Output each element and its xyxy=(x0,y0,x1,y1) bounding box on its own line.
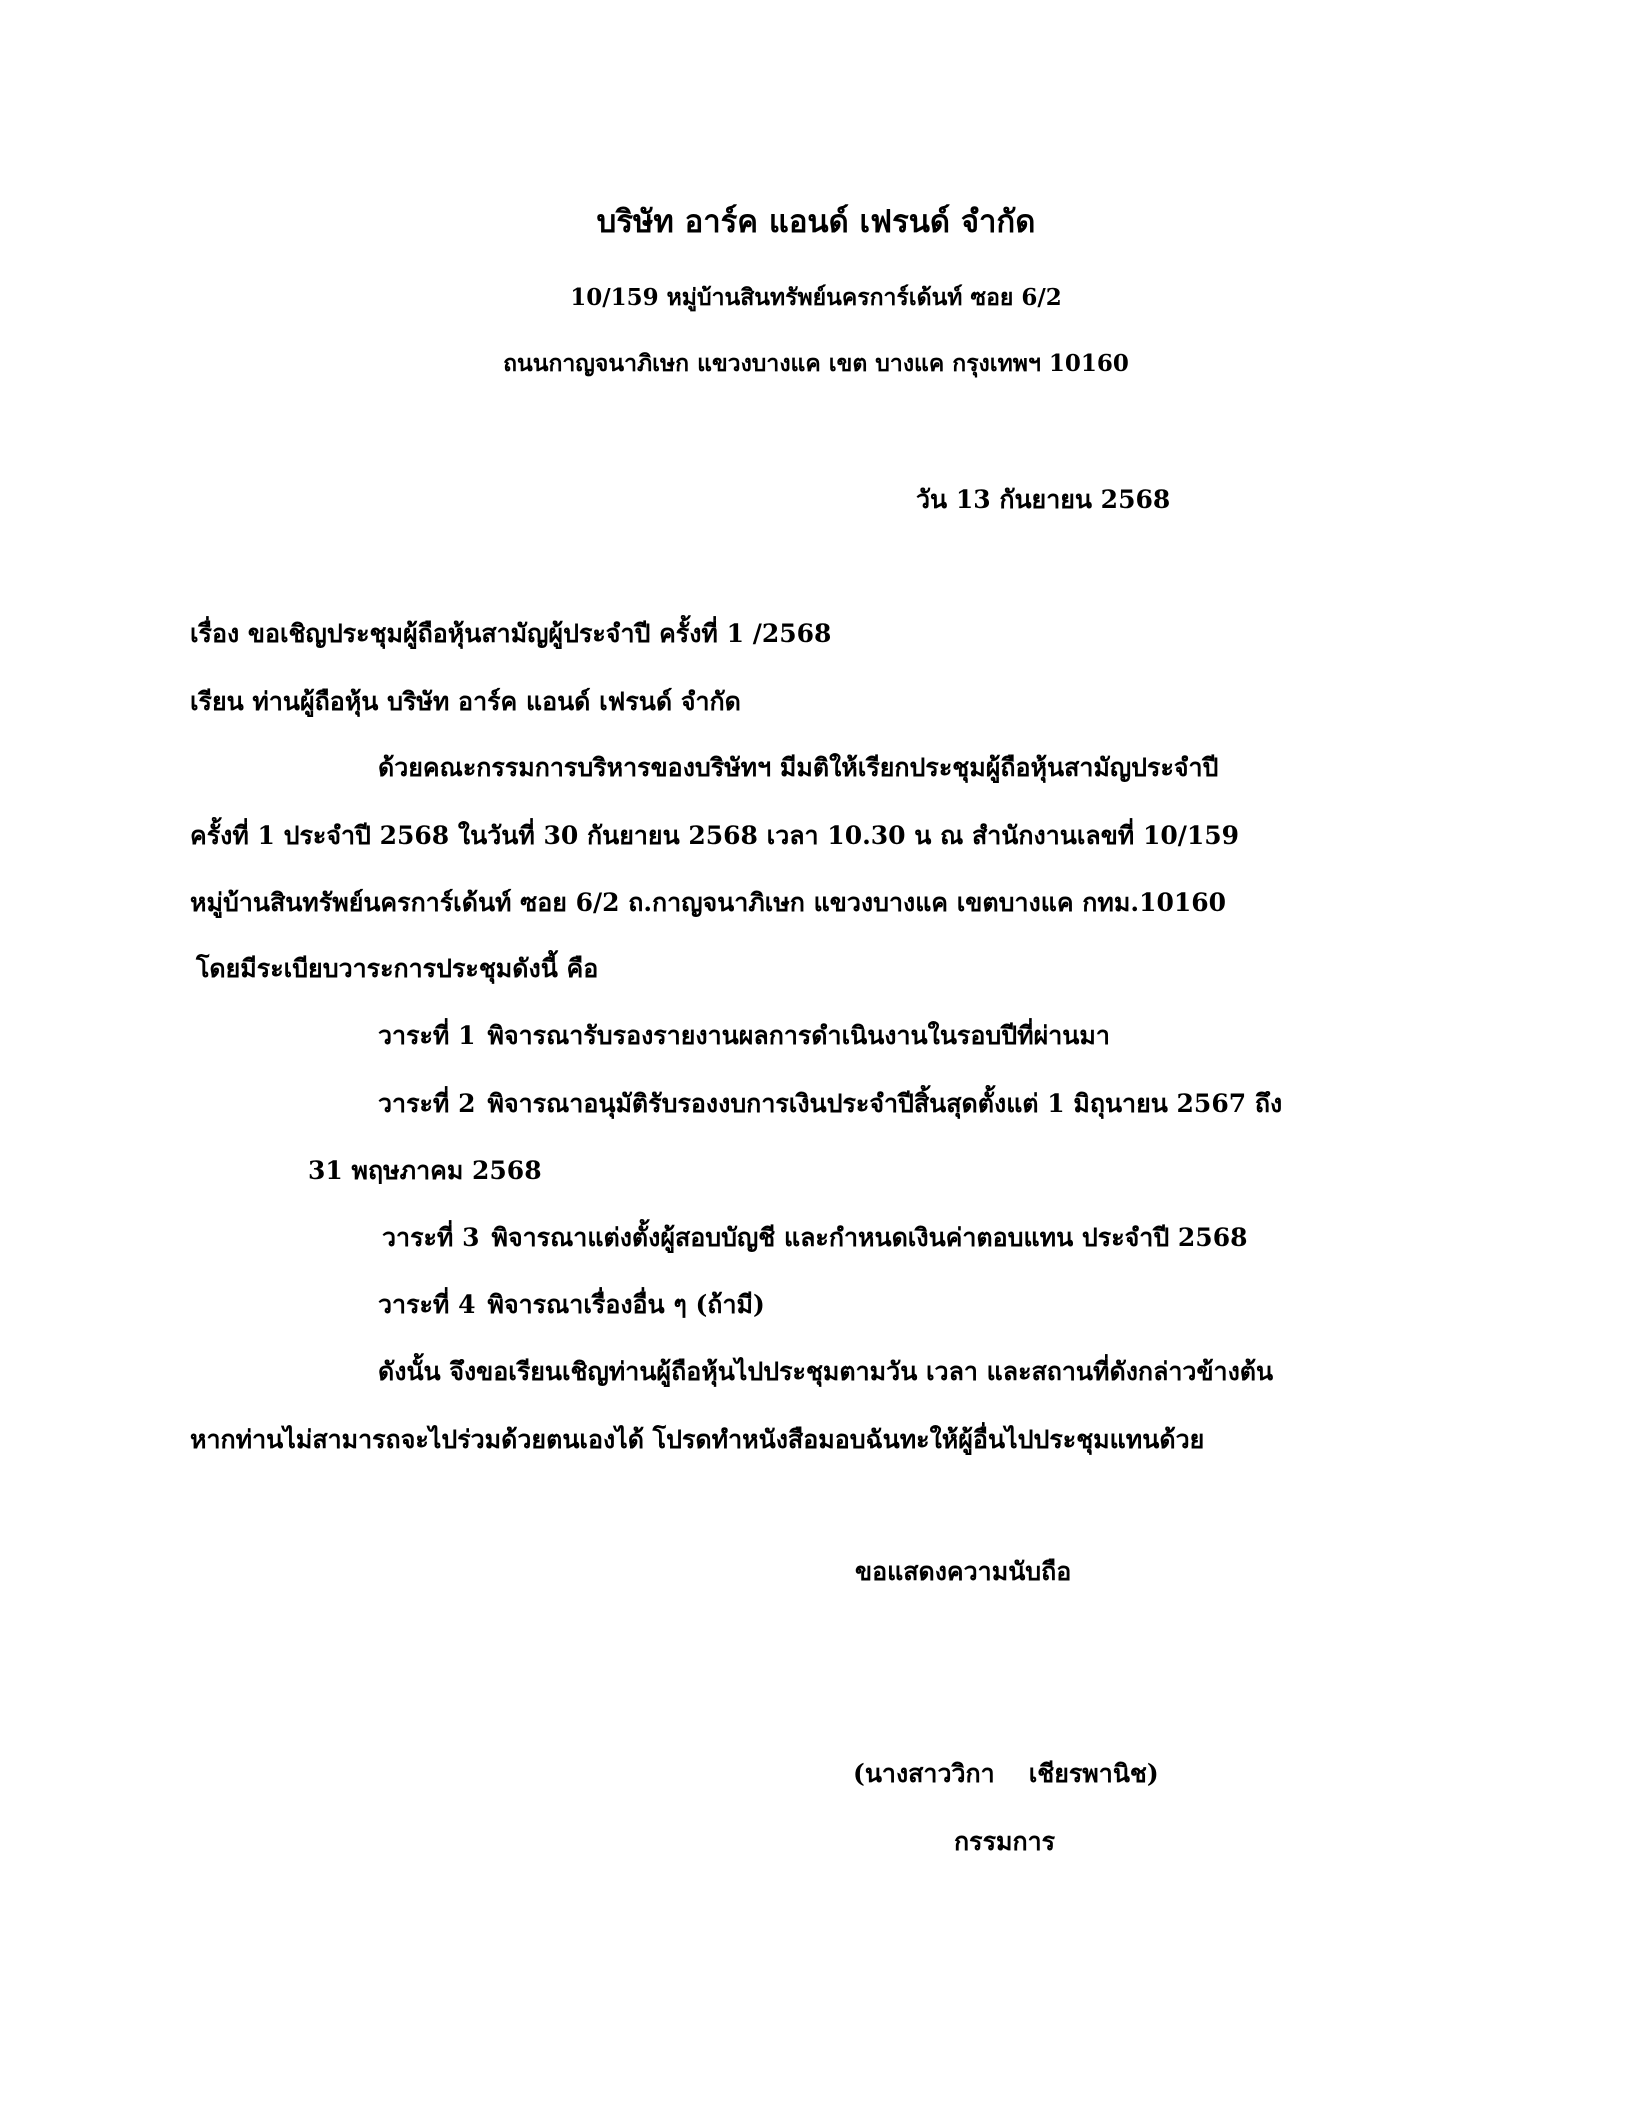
agenda-item-label: วาระที่ 4 xyxy=(378,1290,476,1319)
body-paragraph-line-3: หมู่บ้านสินทรัพย์นครการ์เด้นท์ ซอย 6/2 ถ.กาญจนาภิเษก แขวงบางแค เขตบางแค กทม.10160 xyxy=(190,888,1227,917)
body-paragraph-line-1: ด้วยคณะกรรมการบริหารของบริษัทฯ มีมติให้เรียกประชุมผู้ถือหุ้นสามัญประจำปี xyxy=(378,753,1219,782)
agenda-item-text: พิจารณารับรองรายงานผลการดำเนินงานในรอบปีที่ผ่านมา xyxy=(487,1021,1110,1050)
letter-subject: เรื่อง ขอเชิญประชุมผู้ถือหุ้นสามัญผู้ประจำปี ครั้งที่ 1 /2568 xyxy=(190,619,832,648)
signatory-name-part-2: เชียรพานิช) xyxy=(1028,1759,1159,1788)
agenda-item-label: วาระที่ 2 xyxy=(378,1089,476,1118)
closing-line-2: หากท่านไม่สามารถจะไปร่วมด้วยตนเองได้ โปรดทำหนังสือมอบฉันทะให้ผู้อื่นไปประชุมแทนด้วย xyxy=(190,1425,1205,1454)
body-paragraph-line-2: ครั้งที่ 1 ประจำปี 2568 ในวันที่ 30 กันยายน 2568 เวลา 10.30 น ณ สำนักงานเลขที่ 10/159 xyxy=(190,821,1240,850)
agenda-item-text: พิจารณาอนุมัติรับรองงบการเงินประจำปีสิ้นสุดตั้งแต่ 1 มิถุนายน 2567 ถึง xyxy=(487,1089,1283,1118)
company-address-line-1: 10/159 หมู่บ้านสินทรัพย์นครการ์เด้นท์ ซอย 6/2 xyxy=(570,284,1062,311)
letter-recipient: เรียน ท่านผู้ถือหุ้น บริษัท อาร์ค แอนด์ เฟรนด์ จำกัด xyxy=(190,687,741,716)
agenda-item-text: พิจารณาเรื่องอื่น ๆ (ถ้ามี) xyxy=(487,1290,765,1319)
agenda-item xyxy=(378,1020,1110,1052)
agenda-item xyxy=(378,1289,765,1321)
signatory-title: กรรมการ xyxy=(954,1827,1056,1856)
body-paragraph-line-4: โดยมีระเบียบวาระการประชุมดังนี้ คือ xyxy=(196,954,599,983)
letter-date: วัน 13 กันยายน 2568 xyxy=(916,485,1171,514)
company-name: บริษัท อาร์ค แอนด์ เฟรนด์ จำกัด xyxy=(596,204,1036,240)
company-address-line-2: ถนนกาญจนาภิเษก แขวงบางแค เขต บางแค กรุงเทพฯ 10160 xyxy=(503,350,1129,377)
closing-line-1: ดังนั้น จึงขอเรียนเชิญท่านผู้ถือหุ้นไปประชุมตามวัน เวลา และสถานที่ดังกล่าวข้างต้น xyxy=(378,1357,1274,1386)
signatory-name-part-1: (นางสาววิกา xyxy=(853,1759,995,1788)
agenda-item-text: พิจารณาแต่งตั้งผู้สอบบัญชี และกำหนดเงินค่าตอบแทน ประจำปี 2568 xyxy=(491,1223,1248,1252)
agenda-item xyxy=(378,1088,1282,1120)
agenda-item-label: วาระที่ 3 xyxy=(382,1223,480,1252)
signatory-name xyxy=(853,1758,1159,1790)
agenda-item-label: วาระที่ 1 xyxy=(378,1021,476,1050)
agenda-item xyxy=(382,1222,1248,1254)
agenda-item-continuation: 31 พฤษภาคม 2568 xyxy=(308,1156,542,1185)
closing-regards: ขอแสดงความนับถือ xyxy=(855,1557,1072,1586)
